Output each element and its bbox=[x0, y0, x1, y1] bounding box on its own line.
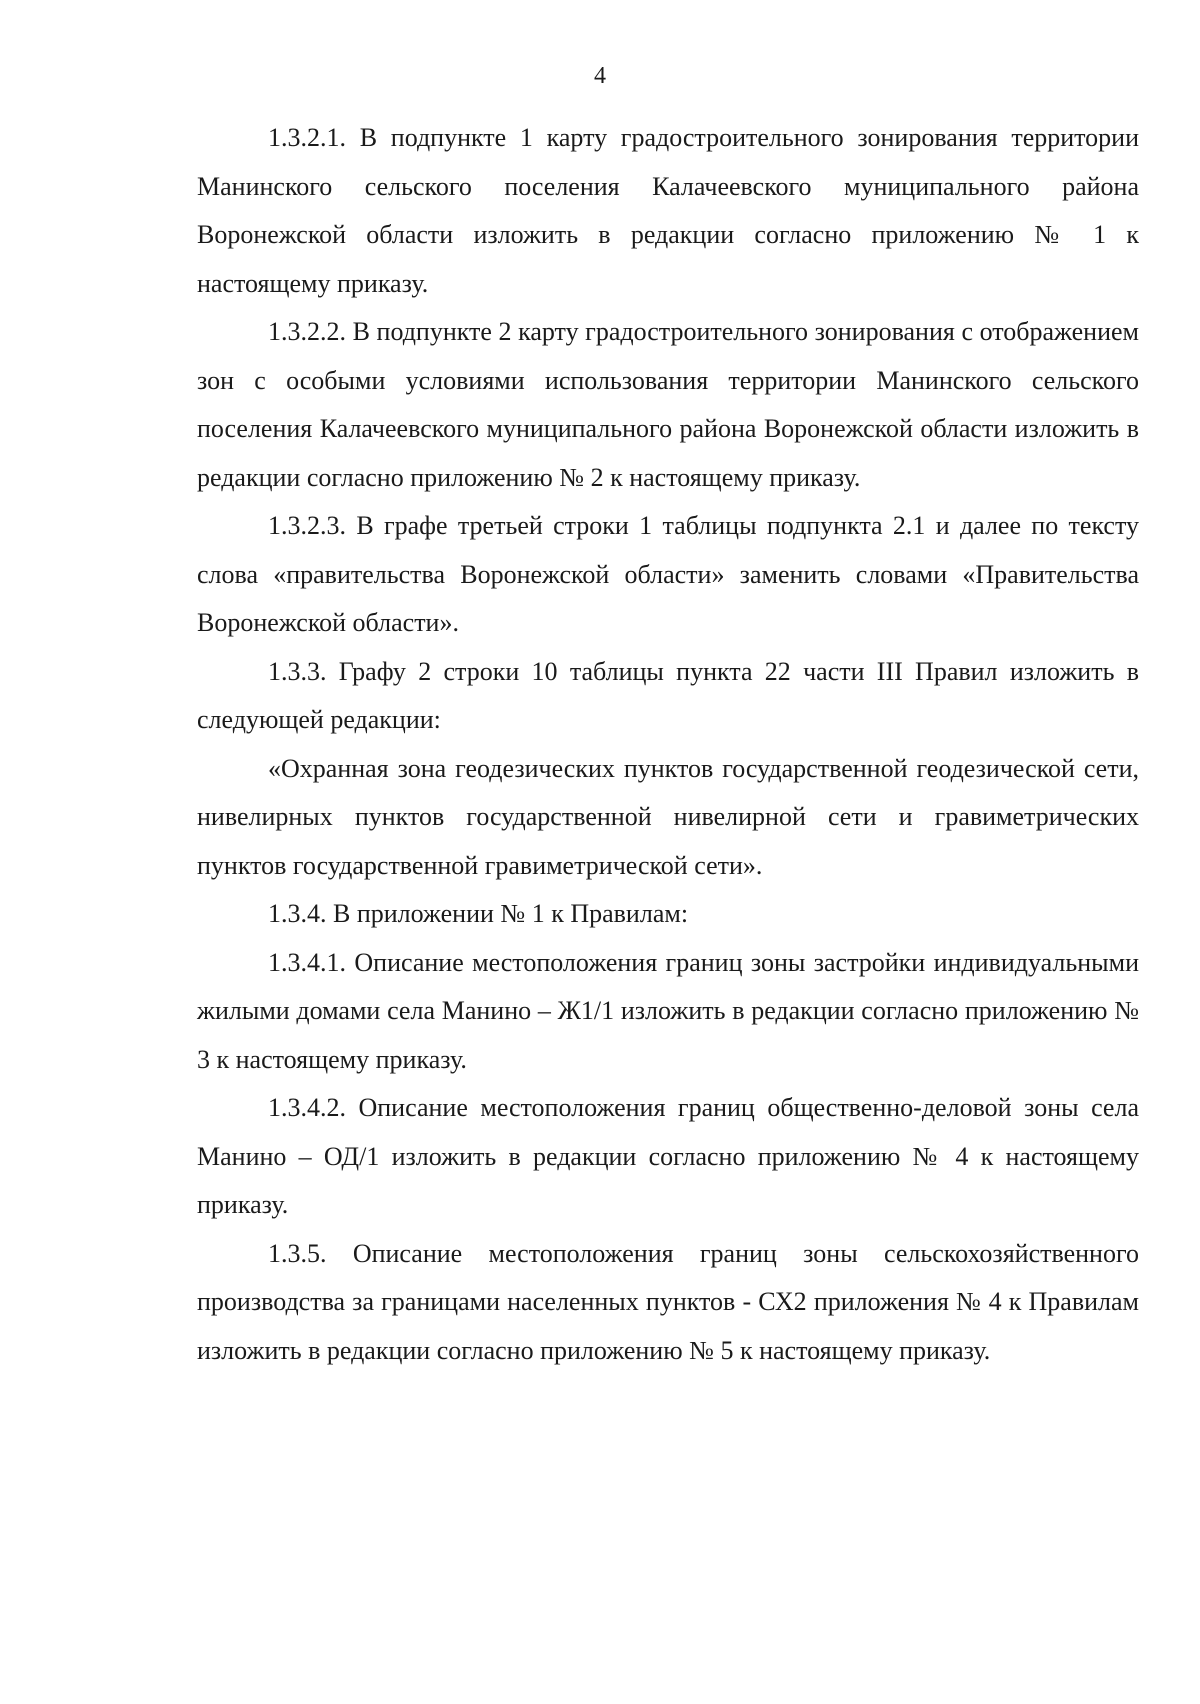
paragraph-1-3-2-3: 1.3.2.3. В графе третьей строки 1 таблицы подпункта 2.1 и далее по тексту слова «правительства Воронежской области» заменить словами «Правительства Воронежской области». bbox=[197, 511, 1139, 637]
paragraph-1-3-3: 1.3.3. Графу 2 строки 10 таблицы пункта 22 части III Правил изложить в следующей редакции: bbox=[197, 656, 1139, 734]
paragraph-1-3-5: 1.3.5. Описание местоположения границ зоны сельскохозяйственного производства за границами населенных пунктов - СХ2 приложения № 4 к Правилам изложить в редакции согласно приложению № 5 к настоящему приказу. bbox=[197, 1238, 1139, 1365]
paragraph-1-3-2-2: 1.3.2.2. В подпункте 2 карту градостроительного зонирования с отображением зон с особыми условиями использования территории Манинского сельского поселения Калачеевского муниципального района Воронежской области изложить в редакции согласно приложению № 2 к настоящему приказу. bbox=[197, 317, 1139, 492]
paragraph-1-3-2-1: 1.3.2.1. В подпункте 1 карту градостроительного зонирования территории Манинского сельского поселения Калачеевского муниципального района Воронежской области изложить в редакции согласно приложению № 1 к настоящему приказу. bbox=[197, 123, 1139, 298]
document-body bbox=[197, 114, 1139, 1375]
paragraph-1-3-4: 1.3.4. В приложении № 1 к Правилам: bbox=[268, 899, 689, 928]
paragraph-1-3-4-1: 1.3.4.1. Описание местоположения границ зоны застройки индивидуальными жилыми домами села Манино – Ж1/1 изложить в редакции согласно приложению № 3 к настоящему приказу. bbox=[197, 947, 1139, 1074]
page-number: 4 bbox=[594, 63, 606, 89]
quoted-new-wording: «Охранная зона геодезических пунктов государственной геодезической сети, нивелирных пунктов государственной нивелирной сети и гравиметрических пунктов государственной гравиметрической сети». bbox=[197, 753, 1139, 880]
paragraph-1-3-4-2: 1.3.4.2. Описание местоположения границ общественно-деловой зоны села Манино – ОД/1 изложить в редакции согласно приложению № 4 к настоящему приказу. bbox=[197, 1093, 1139, 1219]
